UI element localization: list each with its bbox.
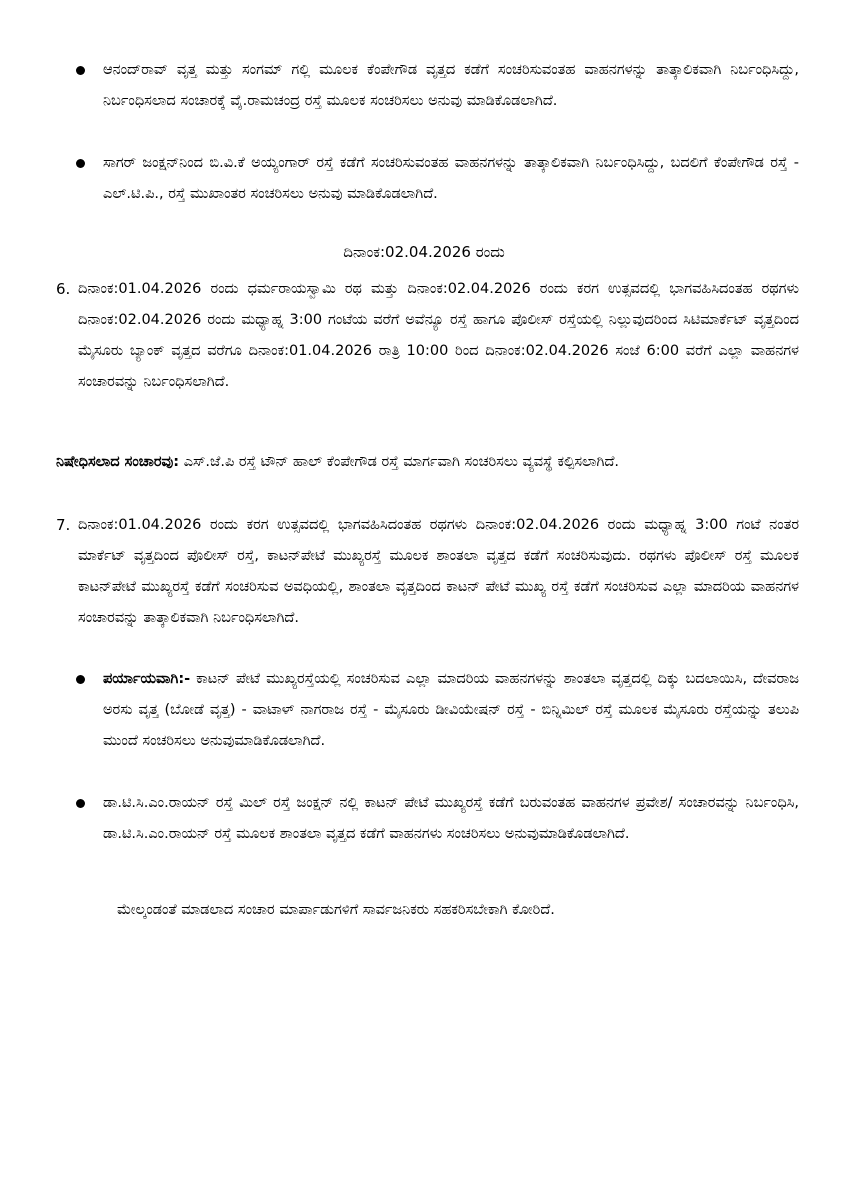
item-number-6: 6. (56, 280, 71, 298)
alternative-label: ಪರ್ಯಾಯವಾಗಿ:- (103, 671, 191, 687)
bullet-paragraph-1: ಆನಂದ್‌ರಾವ್ ವೃತ್ತ ಮತ್ತು ಸಂಗಮ್ ಗಲ್ಲಿ ಮೂಲಕ ಕೆಂಪೇಗೌಡ ವೃತ್ತದ ಕಡೆಗೆ ಸಂಚರಿಸುವಂತಹ ವಾಹನಗಳನ್ನು ತಾತ್ಕಾಲಿಕವಾಗಿ ನಿರ್ಬಂಧಿಸಿದ್ದು, ನಿರ್ಬಂಧಿಸಲಾದ ಸಂಚಾರಕ್ಕೆ ವೈ.ರಾಮಚಂದ್ರ ರಸ್ತೆ ಮೂಲಕ ಸಂಚರಿಸಲು ಅನುವು ಮಾಡಿಕೊಡಲಾಗಿದೆ. (103, 62, 799, 109)
restricted-traffic-line (56, 450, 816, 474)
bullet-paragraph-rayan-road: ಡಾ.ಟಿ.ಸಿ.ಎಂ.ರಾಯನ್ ರಸ್ತೆ ಮಿಲ್ ರಸ್ತೆ ಜಂಕ್ಷನ್ ನಲ್ಲಿ ಕಾಟನ್ ಪೇಟೆ ಮುಖ್ಯರಸ್ತೆ ಕಡೆಗೆ ಬರುವಂತಹ ವಾಹನಗಳ ಪ್ರವೇಶ/ ಸಂಚಾರವನ್ನು ನಿರ್ಬಂಧಿಸಿ, ಡಾ.ಟಿ.ಸಿ.ಎಂ.ರಾಯನ್ ರಸ್ತೆ ಮೂಲಕ ಶಾಂತಲಾ ವೃತ್ತದ ಕಡೆಗೆ ವಾಹನಗಳು ಸಂಚರಿಸಲು ಅನುವುಮಾಡಿಕೊಡಲಾಗಿದೆ. (103, 795, 799, 842)
closing-request: ಮೇಲ್ಕಂಡಂತೆ ಮಾಡಲಾದ ಸಂಚಾರ ಮಾರ್ಪಾಡುಗಳಿಗೆ ಸಾರ್ವಜನಿಕರು ಸಹಕರಿಸಬೇಕಾಗಿ ಕೋರಿದೆ. (117, 902, 555, 918)
alternative-text: ಕಾಟನ್ ಪೇಟೆ ಮುಖ್ಯರಸ್ತೆಯಲ್ಲಿ ಸಂಚರಿಸುವ ಎಲ್ಲಾ ಮಾದರಿಯ ವಾಹನಗಳನ್ನು ಶಾಂತಲಾ ವೃತ್ತದಲ್ಲಿ ದಿಕ್ಕು ಬದಲಾಯಿಸಿ, ದೇವರಾಜ ಅರಸು ವೃತ್ತ (ಬೋಡೆ ವೃತ್ತ) - ವಾಟಾಳ್ ನಾಗರಾಜ ರಸ್ತೆ - ಮೈಸೂರು ಡೀವಿಯೇಷನ್ ರಸ್ತೆ - ಬಿನ್ನಿಮಿಲ್ ರಸ್ತೆ ಮೂಲಕ ಮೈಸೂರು ರಸ್ತೆಯನ್ನು ತಲುಪಿ ಮುಂದೆ ಸಂಚರಿಸಲು ಅನುವುಮಾಡಿಕೊಡಲಾಗಿದೆ. (103, 671, 799, 749)
item-6-text: ದಿನಾಂಕ:01.04.2026 ರಂದು ಧರ್ಮರಾಯಸ್ವಾಮಿ ರಥ ಮತ್ತು ದಿನಾಂಕ:02.04.2026 ರಂದು ಕರಗ ಉತ್ಸವದಲ್ಲಿ ಭಾಗವಹಿಸಿದಂತಹ ರಥಗಳು ದಿನಾಂಕ:02.04.2026 ರಂದು ಮಧ್ಯಾಹ್ನ 3:00 ಗಂಟೆಯ ವರೆಗೆ ಅವೆನ್ಯೂ ರಸ್ತೆ ಹಾಗೂ ಪೊಲೀಸ್ ರಸ್ತೆಯಲ್ಲಿ ನಿಲ್ಲುವುದರಿಂದ ಸಿಟಿಮಾರ್ಕೆಟ್ ವೃತ್ತದಿಂದ ಮೈಸೂರು ಬ್ಯಾಂಕ್ ವೃತ್ತದ ವರೆಗೂ ದಿನಾಂಕ:01.04.2026 ರಾತ್ರಿ 10:00 ರಿಂದ ದಿನಾಂಕ:02.04.2026 ಸಂಜೆ 6:00 ವರೆಗೆ ಎಲ್ಲಾ ವಾಹನಗಳ ಸಂಚಾರವನ್ನು ನಿರ್ಬಂಧಿಸಲಾಗಿದೆ. (78, 281, 799, 390)
bullet-marker (76, 66, 85, 75)
bullet-marker (76, 675, 85, 684)
bullet-paragraph-alternative (103, 664, 799, 757)
item-7-text: ದಿನಾಂಕ:01.04.2026 ರಂದು ಕರಗ ಉತ್ಸವದಲ್ಲಿ ಭಾಗವಹಿಸಿದಂತಹ ರಥಗಳು ದಿನಾಂಕ:02.04.2026 ರಂದು ಮಧ್ಯಾಹ್ನ 3:00 ಗಂಟೆ ನಂತರ ಮಾರ್ಕೆಟ್ ವೃತ್ತದಿಂದ ಪೊಲೀಸ್ ರಸ್ತೆ, ಕಾಟನ್‌ಪೇಟೆ ಮುಖ್ಯರಸ್ತೆ ಮೂಲಕ ಶಾಂತಲಾ ವೃತ್ತದ ಕಡೆಗೆ ಸಂಚರಿಸುವುದು. ರಥಗಳು ಪೊಲೀಸ್ ರಸ್ತೆ ಮೂಲಕ ಕಾಟನ್‌ಪೇಟೆ ಮುಖ್ಯರಸ್ತೆ ಕಡೆಗೆ ಸಂಚರಿಸುವ ಅವಧಿಯಲ್ಲಿ, ಶಾಂತಲಾ ವೃತ್ತದಿಂದ ಕಾಟನ್ ಪೇಟೆ ಮುಖ್ಯ ರಸ್ತೆ ಕಡೆಗೆ ಸಂಚರಿಸುವ ಎಲ್ಲಾ ಮಾದರಿಯ ವಾಹನಗಳ ಸಂಚಾರವನ್ನು ತಾತ್ಕಾಲಿಕವಾಗಿ ನಿರ್ಬಂಧಿಸಲಾಗಿದೆ. (78, 517, 799, 626)
restricted-traffic-text: ಎಸ್.ಜೆ.ಪಿ ರಸ್ತೆ ಟೌನ್ ಹಾಲ್ ಕೆಂಪೇಗೌಡ ರಸ್ತೆ ಮಾರ್ಗವಾಗಿ ಸಂಚರಿಸಲು ವ್ಯವಸ್ಥೆ ಕಲ್ಪಿಸಲಾಗಿದೆ. (179, 454, 620, 470)
restricted-traffic-label: ನಿಷೇಧಿಸಲಾದ ಸಂಚಾರವು: (56, 454, 180, 470)
bullet-marker (76, 799, 85, 808)
date-heading: ದಿನಾಂಕ:02.04.2026 ರಂದು (343, 243, 505, 261)
bullet-marker (76, 159, 85, 168)
bullet-paragraph-2: ಸಾಗರ್ ಜಂಕ್ಷನ್‌ನಿಂದ ಬಿ.ವಿ.ಕೆ ಅಯ್ಯಂಗಾರ್ ರಸ್ತೆ ಕಡೆಗೆ ಸಂಚರಿಸುವಂತಹ ವಾಹನಗಳನ್ನು ತಾತ್ಕಾಲಿಕವಾಗಿ ನಿರ್ಬಂಧಿಸಿದ್ದು, ಬದಲಿಗೆ ಕೆಂಪೇಗೌಡ ರಸ್ತೆ - ಎಲ್.ಟಿ.ಪಿ., ರಸ್ತೆ ಮುಖಾಂತರ ಸಂಚರಿಸಲು ಅನುವು ಮಾಡಿಕೊಡಲಾಗಿದೆ. (103, 155, 799, 202)
item-number-7: 7. (56, 516, 71, 534)
